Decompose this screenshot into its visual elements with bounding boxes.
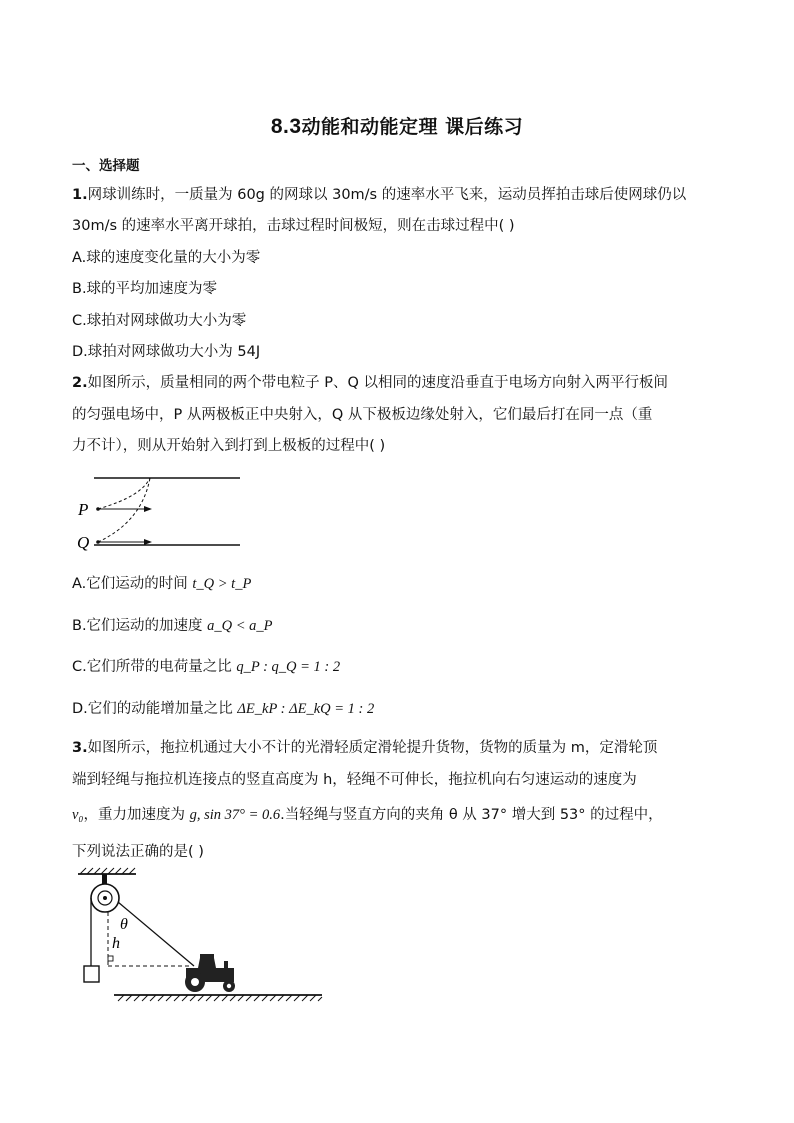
label-p: P bbox=[78, 500, 89, 519]
q3-line3-math: g, sin 37° = 0.6 bbox=[189, 807, 281, 823]
q1-line1 bbox=[72, 185, 686, 205]
q3-line4: 下列说法正确的是( ) bbox=[72, 844, 204, 860]
q3-line3 bbox=[72, 805, 663, 825]
q2-figure-parallel-plates bbox=[74, 470, 244, 552]
q1-number: 1. bbox=[72, 187, 88, 203]
section-heading: 一、选择题 bbox=[72, 158, 140, 174]
q3-line2: 端到轻绳与拖拉机连接点的竖直高度为 h，轻绳不可伸长，拖拉机向右匀速运动的速度为 bbox=[72, 772, 637, 788]
tractor-icon bbox=[185, 954, 235, 992]
q3-number: 3. bbox=[72, 740, 88, 756]
q2-option-a-text: A.它们运动的时间 bbox=[72, 576, 188, 592]
q3-figure-tractor-pulley bbox=[74, 868, 326, 1004]
q2-line3: 力不计），则从开始射入到打到上极板的过程中( ) bbox=[72, 438, 386, 454]
q2-line1 bbox=[72, 373, 668, 393]
q2-option-c bbox=[72, 657, 340, 677]
title-text: 动能和动能定理 课后练习 bbox=[301, 116, 524, 138]
q2-option-b-math: a_Q < a_P bbox=[207, 618, 273, 634]
q1-text1: 网球训练时，一质量为 60g 的网球以 30m/s 的速率水平飞来，运动员挥拍击球后使网球仍以 bbox=[87, 187, 687, 203]
label-theta: θ bbox=[120, 916, 128, 933]
q2-option-d-text: D.它们的动能增加量之比 bbox=[72, 701, 233, 717]
title-number: 8.3 bbox=[270, 115, 302, 138]
q1-option-c: C.球拍对网球做功大小为零 bbox=[72, 313, 247, 329]
q2-option-c-text: C.它们所带的电荷量之比 bbox=[72, 659, 232, 675]
label-h: h bbox=[112, 935, 120, 952]
page-title bbox=[0, 112, 794, 139]
q2-option-d bbox=[72, 699, 374, 719]
q2-number: 2. bbox=[72, 375, 88, 391]
q2-option-b-text: B.它们运动的加速度 bbox=[72, 618, 203, 634]
q2-text1: 如图所示，质量相同的两个带电粒子 P、Q 以相同的速度沿垂直于电场方向射入两平行板间 bbox=[87, 375, 668, 391]
q3-v0: v₀ bbox=[72, 807, 84, 823]
q2-option-c-math: q_P : q_Q = 1 : 2 bbox=[236, 659, 341, 675]
q3-line3-text2: .当轻绳与竖直方向的夹角 θ 从 37° 增大到 53° 的过程中， bbox=[280, 807, 663, 823]
q1-line2: 30m/s 的速率水平离开球拍，击球过程时间极短，则在击球过程中( ) bbox=[72, 218, 515, 234]
q1-option-a: A.球的速度变化量的大小为零 bbox=[72, 250, 261, 266]
q3-text1: 如图所示，拖拉机通过大小不计的光滑轻质定滑轮提升货物，货物的质量为 m，定滑轮顶 bbox=[87, 740, 658, 756]
q2-option-a-math: t_Q > t_P bbox=[192, 576, 252, 592]
q2-line2: 的匀强电场中，P 从两极板正中央射入，Q 从下极板边缘处射入，它们最后打在同一点（重 bbox=[72, 407, 653, 423]
q1-option-d: D.球拍对网球做功大小为 54J bbox=[72, 344, 261, 360]
q1-option-b: B.球的平均加速度为零 bbox=[72, 281, 218, 297]
q3-line3-text1: ，重力加速度为 bbox=[83, 807, 190, 823]
q3-line1 bbox=[72, 738, 657, 758]
q2-option-b bbox=[72, 616, 273, 636]
q2-option-d-math: ΔE_kP : ΔE_kQ = 1 : 2 bbox=[237, 701, 375, 717]
q2-option-a bbox=[72, 574, 251, 594]
label-q: Q bbox=[77, 533, 90, 552]
